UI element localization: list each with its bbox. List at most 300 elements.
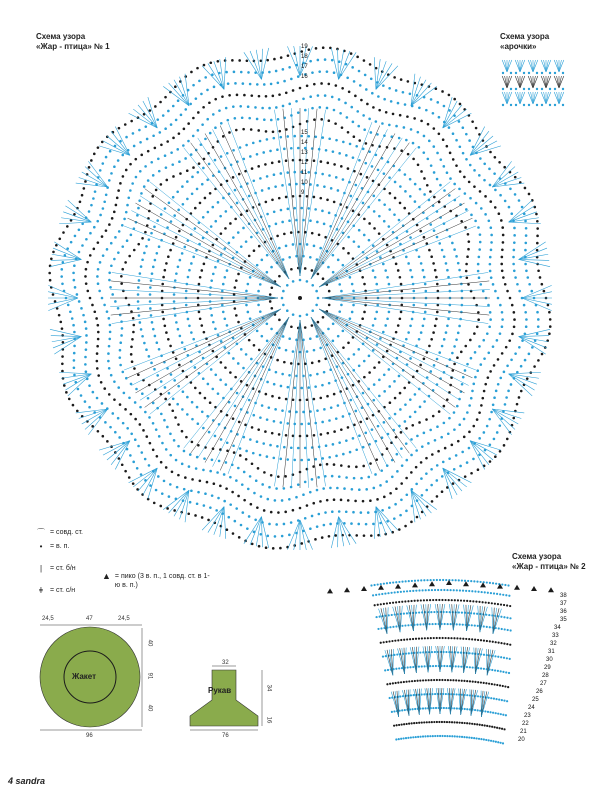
chain-stitch: [421, 589, 423, 591]
sleeve-dim-side-bottom: 16: [265, 716, 272, 724]
chain-stitch: [499, 593, 501, 595]
chain-stitch: [242, 128, 245, 131]
stitch-line: [533, 76, 538, 88]
chain-stitch: [330, 406, 333, 409]
stitch-line: [145, 309, 281, 407]
scheme-2-title: [512, 552, 586, 572]
chain-stitch: [504, 685, 506, 687]
chain-stitch: [342, 264, 345, 267]
chain-stitch: [338, 475, 341, 478]
chain-stitch: [307, 207, 310, 210]
chain-stitch: [175, 357, 178, 360]
chain-stitch: [446, 589, 448, 591]
chain-stitch: [484, 383, 487, 386]
arch-motif: [554, 60, 564, 74]
chain-stitch: [434, 651, 436, 653]
chain-stitch: [252, 142, 255, 145]
chain-stitch: [443, 338, 446, 341]
chain-stitch: [315, 290, 318, 293]
chain-stitch: [510, 212, 513, 215]
chain-stitch: [502, 742, 504, 744]
chain-stitch: [140, 328, 143, 331]
chain-stitch: [479, 233, 482, 236]
stitch-line: [554, 60, 559, 72]
chain-stitch: [217, 201, 220, 204]
chain-stitch: [236, 94, 239, 97]
chain-stitch: [442, 138, 445, 141]
stitch-line: [300, 520, 313, 550]
chain-stitch: [334, 534, 337, 537]
chain-stitch: [248, 515, 251, 518]
chain-stitch: [207, 519, 210, 522]
chain-stitch: [333, 201, 336, 204]
chain-stitch: [448, 417, 451, 420]
chain-stitch: [438, 116, 441, 119]
chain-stitch: [166, 507, 169, 510]
chain-stitch: [502, 671, 504, 673]
chain-stitch: [275, 70, 278, 73]
chain-stitch: [160, 213, 163, 216]
stitch-line: [515, 92, 520, 104]
stitch-line: [61, 374, 91, 378]
chain-stitch: [268, 71, 271, 74]
chain-stitch: [225, 210, 228, 213]
chain-stitch: [421, 665, 423, 667]
chain-stitch: [449, 589, 451, 591]
chain-stitch: [369, 499, 372, 502]
chain-stitch: [362, 392, 365, 395]
chain-stitch: [437, 589, 439, 591]
chain-stitch: [257, 467, 260, 470]
fan-motif: [509, 372, 541, 396]
chain-stitch: [171, 470, 174, 473]
chain-stitch: [489, 725, 491, 727]
chain-row: [395, 735, 504, 745]
chain-stitch: [502, 234, 505, 237]
chain-stitch: [536, 227, 539, 230]
chain-stitch: [192, 117, 195, 120]
chain-stitch: [319, 247, 322, 250]
chain-stitch: [265, 393, 268, 396]
chain-stitch: [376, 304, 379, 307]
stitch-line: [294, 520, 300, 550]
chain-stitch: [458, 325, 461, 328]
chain-stitch: [510, 72, 512, 74]
chain-stitch: [397, 324, 400, 327]
chain-stitch: [105, 229, 108, 232]
chain-stitch: [461, 612, 463, 614]
chain-stitch: [103, 304, 106, 307]
stitch-line: [311, 317, 395, 462]
chain-stitch: [155, 189, 158, 192]
chain-stitch: [430, 164, 433, 167]
chain-stitch: [307, 422, 310, 425]
chain-stitch: [411, 708, 413, 710]
chain-stitch: [341, 87, 344, 90]
chain-stitch: [229, 503, 232, 506]
chain-stitch: [314, 135, 317, 138]
chain-stitch: [486, 725, 488, 727]
chain-stitch: [217, 497, 220, 500]
chain-stitch: [421, 494, 424, 497]
chain-stitch: [317, 321, 320, 324]
chain-stitch: [232, 444, 235, 447]
chain-stitch: [275, 523, 278, 526]
chain-stitch: [154, 259, 157, 262]
chain-stitch: [505, 671, 507, 673]
chain-stitch: [458, 423, 461, 426]
chain-stitch: [480, 404, 483, 407]
chain-stitch: [465, 270, 468, 273]
chain-stitch: [367, 476, 370, 479]
chain-stitch: [418, 589, 420, 591]
chain-stitch: [143, 342, 146, 345]
chain-stitch: [359, 173, 362, 176]
chain-stitch: [455, 139, 458, 142]
fan-motif: [287, 520, 312, 550]
chain-stitch: [340, 428, 343, 431]
chain-stitch: [318, 360, 321, 363]
chain-stitch: [285, 349, 288, 352]
chain-stitch: [536, 104, 538, 106]
chain-stitch: [239, 447, 242, 450]
chain-stitch: [342, 141, 345, 144]
chain-stitch: [508, 206, 511, 209]
stitch-line: [557, 92, 559, 104]
chain-stitch: [447, 637, 449, 639]
chain-stitch: [160, 380, 163, 383]
chain-stitch: [114, 300, 117, 303]
chain-stitch: [295, 255, 298, 258]
chain-stitch: [412, 666, 414, 668]
chain-stitch: [409, 269, 412, 272]
chain-stitch: [185, 290, 188, 293]
chain-stitch: [152, 449, 155, 452]
stitch-line: [250, 51, 261, 79]
chain-stitch: [515, 88, 517, 90]
chain-stitch: [418, 722, 420, 724]
chain-stitch: [396, 724, 398, 726]
chain-stitch: [515, 104, 517, 106]
chain-stitch: [52, 251, 55, 254]
chain-stitch: [444, 735, 446, 737]
arch-motif: [554, 92, 564, 106]
chain-stitch: [351, 283, 354, 286]
chain-stitch: [228, 242, 231, 245]
fan-motif: [59, 200, 91, 224]
chain-stitch: [483, 390, 486, 393]
chain-stitch: [175, 236, 178, 239]
chain-stitch: [160, 183, 163, 186]
chain-stitch: [276, 148, 279, 151]
fan-motif: [492, 409, 524, 435]
chain-stitch: [251, 167, 254, 170]
chain-stitch: [302, 339, 305, 342]
chain-stitch: [73, 213, 76, 216]
chain-stitch: [383, 220, 386, 223]
chain-stitch: [507, 686, 509, 688]
chain-stitch: [536, 88, 538, 90]
chain-stitch: [208, 431, 211, 434]
chain-stitch: [409, 236, 412, 239]
chain-stitch: [482, 339, 485, 342]
chain-stitch: [226, 152, 229, 155]
chain-stitch: [360, 99, 363, 102]
chain-stitch: [405, 477, 408, 480]
chain-stitch: [375, 311, 378, 314]
chain-stitch: [120, 334, 123, 337]
chain-stitch: [465, 133, 468, 136]
chain-stitch: [429, 223, 432, 226]
chain-stitch: [149, 286, 152, 289]
chain-stitch: [348, 465, 351, 468]
chain-stitch: [204, 138, 207, 141]
chain-stitch: [121, 463, 124, 466]
chain-stitch: [206, 481, 209, 484]
chain-stitch: [175, 272, 178, 275]
chain-stitch: [406, 638, 408, 640]
chain-stitch: [444, 679, 446, 681]
chain-stitch: [501, 728, 503, 730]
chain-stitch: [108, 367, 111, 370]
chain-stitch: [131, 182, 134, 185]
chain-stitch: [272, 95, 275, 98]
picot-legend: [102, 572, 212, 590]
chain-stitch: [494, 726, 496, 728]
chain-stitch: [491, 726, 493, 728]
chain-stitch: [506, 643, 508, 645]
chain-stitch: [124, 408, 127, 411]
chain-stitch: [455, 454, 458, 457]
chain-stitch: [419, 651, 421, 653]
chain-stitch: [314, 458, 317, 461]
chain-stitch: [489, 460, 492, 463]
chain-stitch: [49, 279, 52, 282]
picot-mark: [344, 587, 350, 592]
chain-stitch: [357, 245, 360, 248]
chain-stitch: [374, 317, 377, 320]
picot-mark: [361, 586, 367, 591]
chain-stitch: [277, 81, 280, 84]
stitch-line: [411, 86, 437, 105]
stitch-line: [559, 92, 564, 104]
chain-stitch: [414, 200, 417, 203]
chain-stitch: [543, 290, 546, 293]
chain-stitch: [443, 165, 446, 168]
chain-stitch: [471, 390, 474, 393]
chain-stitch: [317, 476, 320, 479]
scheme-2-title-line1: Схема узора: [512, 552, 562, 561]
fan-motif: [393, 606, 403, 632]
chain-stitch: [236, 392, 239, 395]
chain-stitch: [140, 154, 143, 157]
chain-stitch: [111, 293, 114, 296]
scheme-1-title-line2: «Жар - птица» № 1: [36, 42, 110, 51]
chain-stitch: [440, 436, 443, 439]
chain-stitch: [144, 458, 147, 461]
chain-stitch: [165, 262, 168, 265]
chain-stitch: [459, 637, 461, 639]
chain-stitch: [132, 461, 135, 464]
chain-stitch: [261, 404, 264, 407]
chain-stitch: [347, 236, 350, 239]
picot-mark: [531, 586, 537, 591]
chain-stitch: [455, 338, 458, 341]
chain-stitch: [379, 337, 382, 340]
chain-stitch: [171, 409, 174, 412]
chain-stitch: [513, 325, 516, 328]
chain-stitch: [541, 72, 543, 74]
chain-stitch: [237, 362, 240, 365]
chain-stitch: [462, 638, 464, 640]
chain-stitch: [511, 333, 514, 336]
chain-stitch: [179, 172, 182, 175]
chain-stitch: [418, 338, 421, 341]
chain-stitch: [194, 387, 197, 390]
chain-stitch: [373, 366, 376, 369]
stitch-line: [509, 372, 541, 374]
chain-stitch: [76, 293, 79, 296]
chain-stitch: [337, 189, 340, 192]
chain-stitch: [90, 204, 93, 207]
chain-stitch: [125, 136, 128, 139]
chain-stitch: [314, 385, 317, 388]
chain-stitch: [409, 666, 411, 668]
chain-stitch: [429, 190, 432, 193]
chain-stitch: [192, 256, 195, 259]
chain-stitch: [239, 454, 242, 457]
chain-stitch: [247, 311, 250, 314]
chain-stitch: [81, 244, 84, 247]
chain-stitch: [441, 90, 444, 93]
row-label: 19: [301, 44, 308, 50]
chain-stitch: [262, 442, 265, 445]
stitch-line: [374, 57, 376, 89]
chain-stitch: [483, 179, 486, 182]
chain-stitch: [232, 357, 235, 360]
chain-stitch: [498, 161, 501, 164]
chain-stitch: [405, 459, 408, 462]
chain-stitch: [446, 721, 448, 723]
chain-stitch: [409, 195, 412, 198]
chain-stitch: [408, 680, 410, 682]
chain-stitch: [446, 735, 448, 737]
chain-stitch: [315, 304, 318, 307]
chain-stitch: [129, 454, 132, 457]
chain-stitch: [393, 213, 396, 216]
chain-stitch: [145, 245, 148, 248]
row-label: 21: [520, 729, 527, 735]
chain-stitch: [477, 468, 480, 471]
stitch-line: [546, 60, 548, 72]
chain-stitch: [253, 179, 256, 182]
chain-stitch: [290, 114, 293, 117]
chain-stitch: [433, 364, 436, 367]
chain-stitch: [213, 482, 216, 485]
chain-stitch: [411, 318, 414, 321]
center-ring: [298, 296, 302, 300]
chain-stitch: [313, 245, 316, 248]
chain-stitch: [505, 396, 508, 399]
chain-stitch: [373, 210, 376, 213]
chain-stitch: [428, 140, 431, 143]
chain-stitch: [137, 373, 140, 376]
row-label: 33: [552, 633, 559, 639]
chain-stitch: [491, 669, 493, 671]
chain-stitch: [65, 391, 68, 394]
chain-stitch: [457, 332, 460, 335]
chain-stitch: [248, 195, 251, 198]
chain-stitch: [316, 184, 319, 187]
stitch-line: [76, 183, 108, 187]
chain-stitch: [506, 438, 509, 441]
chain-stitch: [265, 201, 268, 204]
stitch-line: [111, 281, 278, 298]
chain-stitch: [321, 457, 324, 460]
stitch-line: [502, 92, 507, 104]
fan-motif: [379, 607, 389, 633]
chain-stitch: [84, 275, 87, 278]
chain-stitch: [268, 187, 271, 190]
chain-stitch: [173, 509, 176, 512]
chain-stitch: [90, 159, 93, 162]
chain-stitch: [105, 156, 108, 159]
chain-stitch: [178, 160, 181, 163]
chain-stitch: [365, 488, 368, 491]
chain-stitch: [395, 89, 398, 92]
chain-stitch: [108, 179, 111, 182]
chain-stitch: [414, 708, 416, 710]
chain-stitch: [170, 373, 173, 376]
chain-stitch: [535, 213, 538, 216]
row-label: 37: [560, 601, 567, 607]
stitch-line: [502, 76, 507, 88]
chain-stitch: [314, 538, 317, 541]
chain-stitch: [417, 131, 420, 134]
chain-stitch: [472, 666, 474, 668]
chain-stitch: [445, 651, 447, 653]
chain-stitch: [271, 432, 274, 435]
chain-stitch: [389, 492, 392, 495]
chain-stitch: [399, 392, 402, 395]
chain-stitch: [118, 230, 121, 233]
chain-stitch: [283, 487, 286, 490]
chain-stitch: [508, 595, 510, 597]
chain-stitch: [233, 451, 236, 454]
stitch-line: [515, 60, 520, 72]
chain-stitch: [155, 428, 158, 431]
chain-stitch: [451, 444, 454, 447]
chain-stitch: [489, 200, 492, 203]
chain-stitch: [514, 352, 517, 355]
chain-stitch: [490, 241, 493, 244]
chain-stitch: [320, 160, 323, 163]
chain-stitch: [84, 321, 87, 324]
chain-stitch: [410, 471, 413, 474]
chain-stitch: [272, 457, 275, 460]
chain-stitch: [399, 185, 402, 188]
stitch-line: [322, 281, 489, 298]
chain-stitch: [245, 458, 248, 461]
chain-stitch: [165, 448, 168, 451]
chain-stitch: [497, 297, 500, 300]
chain-stitch: [415, 638, 417, 640]
fan-motif: [425, 688, 433, 714]
chain-stitch: [355, 448, 358, 451]
double-crochet-icon: ǂ: [38, 585, 44, 595]
chain-stitch: [246, 527, 249, 530]
chain-stitch: [273, 173, 276, 176]
